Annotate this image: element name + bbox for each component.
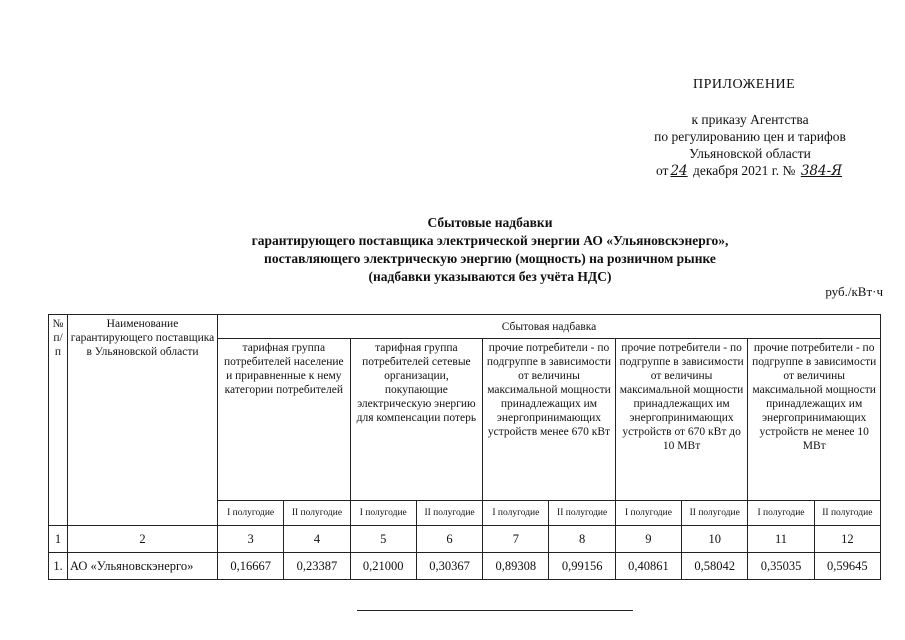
half-year-2: II полугодие <box>416 501 482 526</box>
markup-value: 0,16667 <box>218 553 284 580</box>
order-reference <box>600 111 900 180</box>
appendix-title: ПРИЛОЖЕНИЕ <box>693 77 796 92</box>
supplier-name: АО «Ульяновскэнерго» <box>68 553 218 580</box>
column-index: 7 <box>483 526 549 553</box>
handwritten-order-number: 384-Я <box>800 163 843 179</box>
title-line-2: гарантирующего поставщика электрической энергии АО «Ульяновскэнерго», <box>251 233 729 248</box>
row-number: 1. <box>49 553 68 580</box>
column-index: 10 <box>682 526 748 553</box>
column-index: 1 <box>49 526 68 553</box>
end-divider-line <box>357 610 633 611</box>
markup-header: Сбытовая надбавка <box>218 315 881 339</box>
col-name-header: Наименование гарантирующего поставщика в Ульяновской области <box>68 315 218 526</box>
half-year-1: I полугодие <box>615 501 681 526</box>
column-index-row <box>49 526 881 553</box>
half-year-1: I полугодие <box>748 501 814 526</box>
title-line-1: Сбытовые надбавки <box>427 215 553 230</box>
column-index: 11 <box>748 526 814 553</box>
column-index: 5 <box>350 526 416 553</box>
header-row-main <box>49 315 881 339</box>
half-year-1: I полугодие <box>350 501 416 526</box>
half-year-2: II полугодие <box>814 501 880 526</box>
half-year-2: II полугодие <box>284 501 350 526</box>
document-title <box>180 214 800 286</box>
column-index: 8 <box>549 526 615 553</box>
column-index: 6 <box>416 526 482 553</box>
order-line-1: к приказу Агентства <box>691 112 809 127</box>
column-index: 9 <box>615 526 681 553</box>
markup-value: 0,89308 <box>483 553 549 580</box>
group-header-grid-companies: тарифная группа потребителей сетевые организации, покупающие электрическую энергию для компенсации потерь <box>350 339 483 501</box>
column-index: 4 <box>284 526 350 553</box>
table-row <box>49 553 881 580</box>
group-header-other-under-670kw: прочие потребители - по подгруппе в зависимости от величины максимальной мощности принадлежащих им энергопринимающих устройств менее 670 кВт <box>483 339 616 501</box>
order-date-line <box>600 162 900 180</box>
order-line-3: Ульяновской области <box>689 146 811 161</box>
half-year-2: II полугодие <box>682 501 748 526</box>
markup-value: 0,35035 <box>748 553 814 580</box>
column-index: 2 <box>68 526 218 553</box>
title-line-4: (надбавки указываются без учёта НДС) <box>368 269 612 284</box>
markup-value: 0,58042 <box>682 553 748 580</box>
markup-value: 0,99156 <box>549 553 615 580</box>
markup-value: 0,59645 <box>814 553 880 580</box>
half-year-1: I полугодие <box>483 501 549 526</box>
group-header-population: тарифная группа потребителей население и приравненные к нему категории потребителей <box>218 339 351 501</box>
column-index: 12 <box>814 526 880 553</box>
half-year-2: II полугодие <box>549 501 615 526</box>
order-date-rest: декабря 2021 г. № <box>693 163 796 178</box>
order-line-2: по регулированию цен и тарифов <box>654 129 846 144</box>
title-line-3: поставляющего электрическую энергию (мощность) на розничном рынке <box>264 251 716 266</box>
markup-value: 0,23387 <box>284 553 350 580</box>
unit-label: руб./кВт·ч <box>825 284 883 299</box>
col-num-header: № п/п <box>49 315 68 526</box>
handwritten-day: 24 <box>670 163 688 179</box>
half-year-1: I полугодие <box>218 501 284 526</box>
order-date-prefix: от <box>655 163 669 178</box>
markup-value: 0,21000 <box>350 553 416 580</box>
markups-table <box>48 314 881 580</box>
group-header-other-670kw-10mw: прочие потребители - по подгруппе в зависимости от величины максимальной мощности принадлежащих им энергопринимающих устройств от 670 кВт до 10 МВт <box>615 339 748 501</box>
markup-value: 0,40861 <box>615 553 681 580</box>
column-index: 3 <box>218 526 284 553</box>
markup-value: 0,30367 <box>416 553 482 580</box>
group-header-other-over-10mw: прочие потребители - по подгруппе в зависимости от величины максимальной мощности принадлежащих им энергопринимающих устройств не менее 10 МВт <box>748 339 881 501</box>
